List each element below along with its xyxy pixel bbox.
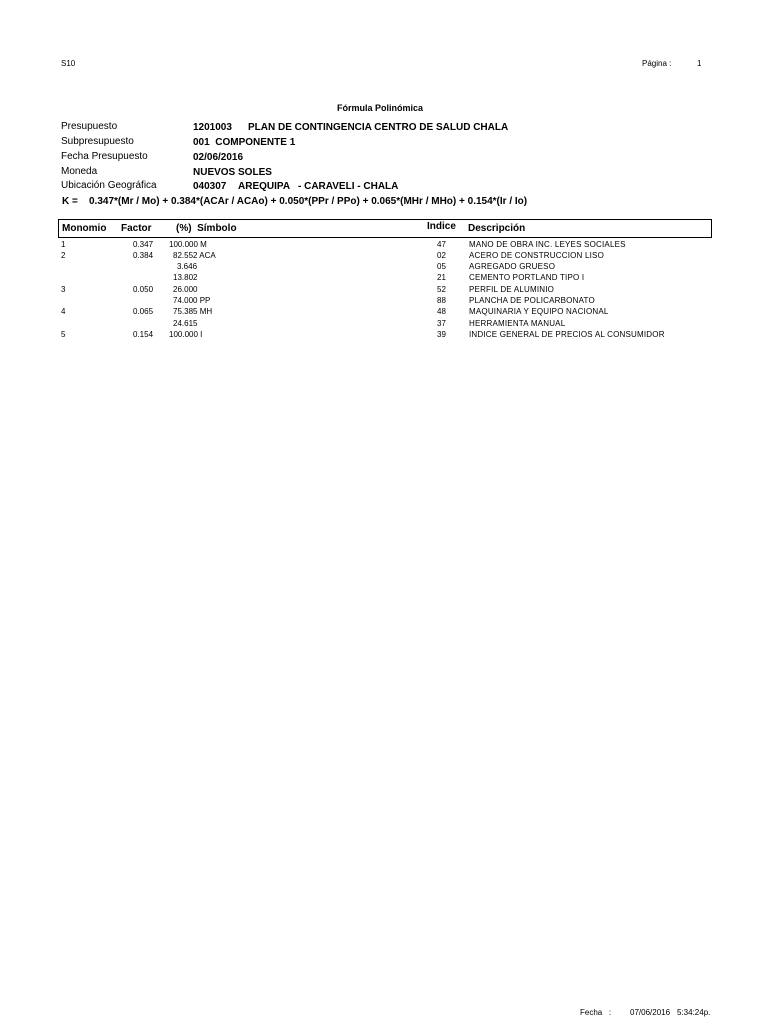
cell-indice: 39	[437, 330, 446, 339]
cell-descripcion: AGREGADO GRUESO	[469, 262, 556, 271]
cell-factor: 0.050	[133, 285, 154, 294]
cell-descripcion: HERRAMIENTA MANUAL	[469, 319, 566, 328]
cell-monomio: 5	[61, 330, 66, 339]
cell-descripcion: MAQUINARIA Y EQUIPO NACIONAL	[469, 307, 609, 316]
cell-descripcion: PERFIL DE ALUMINIO	[469, 285, 555, 294]
cell-pct-simbolo: 100.000 I	[169, 330, 203, 339]
formula-k-label: K =	[62, 196, 78, 207]
ubicacion-code: 040307	[193, 181, 227, 192]
fecha-presupuesto-label: Fecha Presupuesto	[61, 151, 148, 162]
cell-indice: 37	[437, 319, 446, 328]
table-row	[0, 330, 768, 341]
table-row	[0, 262, 768, 273]
cell-descripcion: ACERO DE CONSTRUCCION LISO	[469, 251, 604, 260]
presupuesto-name: PLAN DE CONTINGENCIA CENTRO DE SALUD CHALA	[248, 122, 509, 133]
cell-descripcion: PLANCHA DE POLICARBONATO	[469, 296, 595, 305]
cell-pct-simbolo: 3.646	[177, 262, 198, 271]
footer-fecha-label: Fecha :	[580, 1008, 612, 1017]
cell-descripcion: CEMENTO PORTLAND TIPO I	[469, 273, 585, 282]
subpresupuesto-value: 001 COMPONENTE 1	[193, 137, 296, 148]
cell-pct-simbolo: 13.802	[173, 273, 198, 282]
subpresupuesto-label: Subpresupuesto	[61, 136, 134, 147]
ubicacion-value: AREQUIPA - CARAVELI - CHALA	[238, 181, 399, 192]
cell-pct-simbolo: 24.615	[173, 319, 198, 328]
cell-monomio: 4	[61, 307, 66, 316]
cell-indice: 88	[437, 296, 446, 305]
header-descripcion: Descripción	[468, 223, 526, 234]
ubicacion-label: Ubicación Geográfica	[61, 180, 157, 191]
cell-pct-simbolo: 26.000	[173, 285, 198, 294]
cell-descripcion: INDICE GENERAL DE PRECIOS AL CONSUMIDOR	[469, 330, 665, 339]
cell-pct-simbolo: 75.385 MH	[173, 307, 213, 316]
presupuesto-code: 1201003	[193, 122, 232, 133]
cell-indice: 02	[437, 251, 446, 260]
cell-descripcion: MANO DE OBRA INC. LEYES SOCIALES	[469, 240, 626, 249]
page-label: Página :	[642, 59, 672, 68]
cell-indice: 05	[437, 262, 446, 271]
header-pct-simbolo: (%) Símbolo	[176, 223, 237, 234]
header-monomio: Monomio	[62, 223, 107, 234]
table-row	[0, 307, 768, 318]
table-row	[0, 285, 768, 296]
table-row	[0, 240, 768, 251]
moneda-label: Moneda	[61, 166, 98, 177]
cell-monomio: 1	[61, 240, 66, 249]
cell-factor: 0.384	[133, 251, 154, 260]
document-title: Fórmula Polinómica	[336, 103, 423, 113]
page-number: 1	[697, 59, 702, 68]
footer-date: 07/06/2016	[630, 1008, 671, 1017]
cell-factor: 0.065	[133, 307, 154, 316]
cell-factor: 0.347	[133, 240, 154, 249]
table-row	[0, 319, 768, 330]
cell-monomio: 2	[61, 251, 66, 260]
cell-monomio: 3	[61, 285, 66, 294]
cell-indice: 48	[437, 307, 446, 316]
cell-pct-simbolo: 100.000 M	[169, 240, 207, 249]
table-row	[0, 296, 768, 307]
cell-pct-simbolo: 82.552 ACA	[173, 251, 216, 260]
fecha-presupuesto-value: 02/06/2016	[193, 152, 244, 163]
table-header-box	[58, 219, 712, 238]
moneda-value: NUEVOS SOLES	[193, 167, 272, 178]
header-factor: Factor	[121, 223, 152, 234]
table-row	[0, 273, 768, 284]
header-indice: Indice	[427, 221, 456, 232]
cell-indice: 52	[437, 285, 446, 294]
cell-pct-simbolo: 74.000 PP	[173, 296, 211, 305]
system-label: S10	[61, 59, 76, 68]
cell-indice: 47	[437, 240, 446, 249]
table-row	[0, 251, 768, 262]
cell-indice: 21	[437, 273, 446, 282]
footer-time: 5:34:24p.	[677, 1008, 711, 1017]
formula-expression: 0.347*(Mr / Mo) + 0.384*(ACAr / ACAo) + 0.050*(PPr / PPo) + 0.065*(MHr / MHo) + 0.154*(Ir / Io)	[89, 196, 528, 207]
presupuesto-label: Presupuesto	[61, 121, 118, 132]
cell-factor: 0.154	[133, 330, 154, 339]
